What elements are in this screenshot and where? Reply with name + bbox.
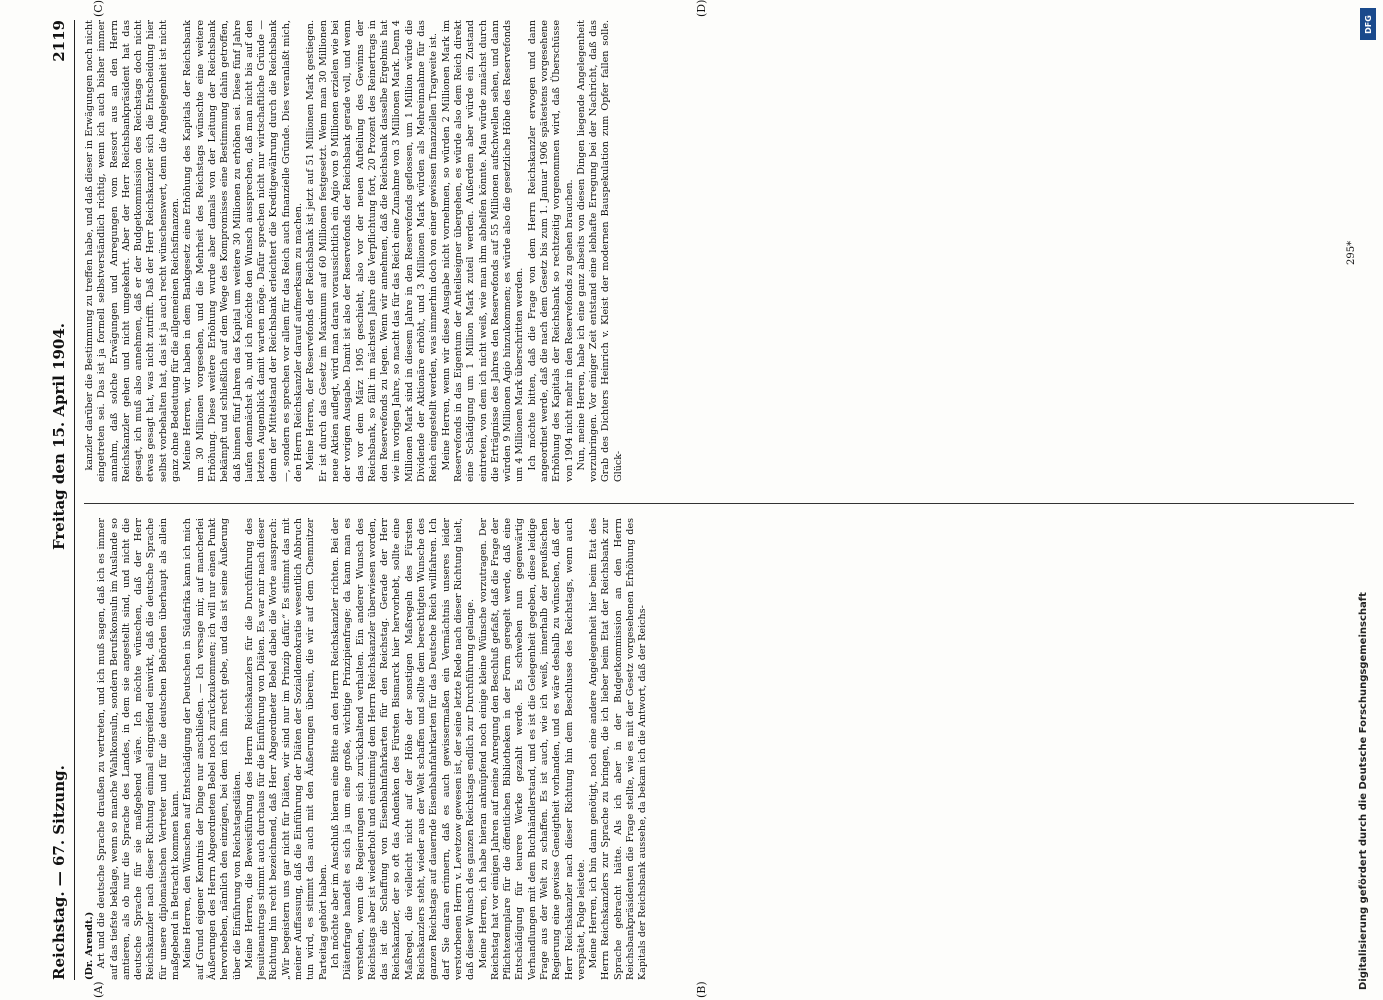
- header-rule: [74, 20, 75, 980]
- paragraph-text: Nun, meine Herren, habe ich eine ganz abseits von diesen Dingen liegende Angelegenheit vorzubringen. Vor einiger Zeit entstand eine lebhafte Erregung bei der Nachricht, daß das Grab des Dichters Heinrich v. Kleist der modernen Bauspekulation zum Opfer fallen solle. Glück-: [575, 20, 624, 482]
- paragraph-text: Meine Herren, wir haben in dem Bankgesetz eine Erhöhung des Kapitals der Reichsbank um 30 Millionen vorgesehen, und die Mehrheit des Reichstags wünschte eine weitere Erhöhung. Diese weitere Erhöhung wurde aber damals von der Leitung der Reichsbank bekämpft und schließlich auf dem Wege des Kompromisses eine Bestimmung dahin getroffen, daß binnen fünf Jahren das Kapital um weitere 30 Millionen zu erhöhen sei. Diese fünf Jahre laufen demnächst ab, und ich möchte den Wunsch aussprechen, daß man nicht bis auf den letzten Augenblick damit warten möge. Dafür sprechen nicht nur wirtschaftliche Gründe — denn der Mittelstand der Reichsbank erleichtert die Kreditgewährung durch die Reichsbank —, sondern es sprechen vor allem für das Reich auch finanzielle Gründe. Dies veranlaßt mich, den Herrn Reichskanzler darauf aufmerksam zu machen.: [182, 20, 305, 482]
- paragraph: [441, 20, 527, 482]
- dfg-logo-text: DFG: [1363, 14, 1373, 34]
- paragraph: [84, 20, 182, 482]
- paragraph-text: Art und die deutsche Sprache draußen zu vertreten, und ich muß sagen, daß ich es immer auf das tiefste beklage, wenn so manche Wahlkonsuln, sondern Berufskonsuln im Auslande so amtieren, als ob nur die Sprache des Landes, in dem sie angestellt sind, und nicht die deutsche Sprache für sie maßgebend wäre. Ich möchte wünschen, daß der Herr Reichskanzler nach dieser Richtung einmal eingreifend einwirkt, daß die deutsche Sprache für unsere diplomatischen Vertreter und für die deutschen Behörden überhaupt als allein maßgebend in Betracht kommen kann.: [96, 518, 182, 980]
- column-rule: [84, 503, 1354, 504]
- paragraph: [244, 518, 330, 980]
- margin-mark-c: (C): [92, 0, 105, 17]
- header-date: Freitag den 15. April 1904.: [50, 323, 68, 550]
- paragraph: [182, 518, 243, 980]
- paragraph: [527, 20, 576, 482]
- margin-mark-d: (D): [695, 0, 708, 17]
- paragraph-text: Meine Herren, die Beweisführung des Herrn Reichskanzlers für die Durchführung des Jesuitenantrags stimmt auch durchaus für die Einführung von Diäten. Es war mir nach dieser Richtung hin recht bezeichnend, daß Herr Abgeordneter Bebel dabei die Worte aussprach: „Wir begeistern uns gar nicht für Diäten, wir sind nur im Prinzip dafür.“ Es stimmt das mit meiner Auffassung, daß die Einführung der Diäten der Sozialdemokratie wesentlich Abbruch tun wird, es stimmt das auch mit den Äußerungen überein, die wir auf dem Chemnitzer Parteitag gehört haben.: [243, 518, 329, 980]
- paragraph: [576, 20, 625, 482]
- paragraph: [96, 518, 182, 980]
- signature-mark: 295*: [1346, 240, 1357, 265]
- paragraph-text: Ich möchte aber im Anschluß hieran eine Bitte an den Herrn Reichskanzler richten. Bei der Diätenfrage handelt es sich ja um eine große, wichtige Prinzipienfrage; da kann man es verstehen, wenn die Regierungen sich zurückhaltend verhalten. Ein anderer Wunsch des Reichstags aber ist wiederholt und einstimmig dem Herrn Reichskanzler überwiesen worden, das ist die Schaffung von Eisenbahnfahrkarten für den Reichstag. Gerade der Herr Reichskanzler, der so oft das Andenken des Fürsten Bismarck hier hervorhebt, sollte eine Maßregel, die vielleicht nicht auf der Höhe der sonstigen Maßregeln des Fürsten Reichskanzlers steht, wieder aus der Welt schaffen und sollte dem berechtigten Wunsche des ganzen Reichstags auf dauernde Eisenbahnfahrkarten für das Deutsche Reich willfahren. Ich darf Sie daran erinnern, daß es auch gewissermaßen ein Vermächtnis unseres leider verstorbenen Herrn v. Levetzow gewesen ist, der seine letzte Rede nach dieser Richtung hielt, daß dieser Wunsch des ganzen Reichstags endlich zur Durchführung gelange.: [329, 518, 477, 980]
- paragraph: [330, 518, 478, 980]
- left-column: [84, 518, 1354, 980]
- paragraph-text: Ich möchte bitten, daß die Frage von dem Herrn Reichskanzler erwogen und dann angeordnet werde, daß die nach dem Gesetz bis zum 1. Januar 1906 spätestens vorgesehene Erhöhung des Kapitals der Reichsbank so rechtzeitig vorgenommen wird, daß Überschüsse von 1904 nicht mehr in den Reservefonds zu gehen brauchen.: [526, 20, 575, 482]
- paragraph-text: kanzler darüber die Bestimmung zu treffen habe, und daß dieser in Erwägungen noch nicht eingetreten sei. Das ist ja formell selbstverständlich richtig, wenn ich auch bisher immer annahm, daß solche Erwägungen und Anregungen vom Ressort aus an den Herrn Reichskanzler gehen und nicht umgekehrt. Aber der Herr Reichsbankpräsident hat das gesagt, ich muß also annehmen, daß er der Budgetkommission des Reichstags doch nicht etwas gesagt hat, was nicht zutrifft. Daß der Herr Reichskanzler sich die Entscheidung hier selbst vorbehalten hat, das ist ja auch recht wünschenswert, denn die Angelegenheit ist nicht ganz ohne Bedeutung für die allgemeinen Reichsfinanzen.: [84, 20, 182, 482]
- page-header: [50, 20, 74, 980]
- paragraph: [588, 518, 649, 980]
- right-column: [84, 20, 1354, 482]
- paragraph: [182, 20, 305, 482]
- paragraph: [305, 20, 440, 482]
- digitization-note: [1358, 10, 1378, 990]
- paragraph-text: Meine Herren, wenn wir diese Ausgabe nicht vornehmen, so würden 2 Millionen Mark im Reservefonds in das Eigentum der Anteilseigner übergehen, es würde also dem Reich direkt eine Schädigung um 1 Million Mark zuteil werden. Außerdem aber würde ein Zustand eintreten, von dem ich nicht weiß, wie man ihm abhelfen könnte. Man würde zunächst durch die Erträgnisse des Jahres den Reservefonds auf 55 Millionen aufschwellen sehen, und dann würden 9 Millionen Agio hinzukommen; es würde also die gesetzliche Höhe des Reservefonds um 4 Millionen Mark überschritten werden.: [440, 20, 526, 482]
- paragraph-text: Meine Herren, der Reservefonds der Reichsbank ist jetzt auf 51 Millionen Mark gestiegen. Er ist durch das Gesetz im Maximum auf 60 Millionen festgesetzt. Wenn man 30 Millionen neue Aktien auflegt, wird man daran voraussichtlich ein Agio von 9 Millionen erzielen wie bei der vorigen Ausgabe. Damit ist also der Reservefonds der Reichsbank gerade voll, und wenn das vor dem März 1905 geschieht, also vor der neuen Aufteilung des Gewinns der Reichsbank, so fällt im nächsten Jahre die Verpflichtung fort, 20 Prozent des Reinertrags in den Reservefonds zu legen. Wenn wir annehmen, daß die Reichsbank dasselbe Ergebnis hat wie im vorigen Jahre, so macht das für das Reich eine Zunahme von 3 Millionen Mark. Denn 4 Millionen Mark sind in diesem Jahre in den Reservefonds geflossen, um 1 Million würde die Dividende der Aktionäre erhöht, und 3 Millionen Mark würden als Mehreinnahme für das Reich eingestellt werden, was immerhin doch von einer gewissen finanziellen Tragweite ist.: [305, 20, 440, 482]
- digitization-note-text: Digitalisierung gefördert durch die Deutsche Forschungsgemeinschaft: [1358, 592, 1369, 990]
- paragraph-text: Meine Herren, ich habe hieran anknüpfend noch einige kleine Wünsche vorzutragen. Der Reichstag hat vor einigen Jahren auf meine Anregung den Beschluß gefaßt, daß die Frage der Pflichtexemplare für die öffentlichen Bibliotheken in der Form geregelt werde, daß eine Entschädigung für teurere Werke gezahlt werde. Es schweben nun gegenwärtig Verhandlungen mit dem Buchhändlerstand, und es ist die Gelegenheit gegeben, diese leidige Frage aus der Welt zu schaffen. Es ist auch, wie ich weiß, innerhalb der preußischen Regierung eine gewisse Geneigtheit vorhanden, und es wäre deshalb zu wünschen, daß der Herr Reichskanzler nach dieser Richtung hin dem Beschlusse des Reichstags, wenn auch verspätet, Folge leistete.: [477, 518, 587, 980]
- speaker-name: (Dr. Arendt.): [84, 911, 95, 980]
- paragraph-text: Meine Herren, ich bin dann genötigt, noch eine andere Angelegenheit hier beim Etat des Herrn Reichskanzlers zur Sprache zu bringen, die ich lieber beim Etat der Reichsbank zur Sprache gebracht hätte. Als ich aber in der Budgetkommission an den Herrn Reichsbankpräsidenten die Frage stellte, wie es mit der Gesetz vorgesehenen Erhöhung des Kapitals der Reichsbank aussehe, da bekam ich die Antwort, daß der Reichs-: [588, 518, 649, 980]
- paragraph: [84, 518, 96, 980]
- paragraph: [478, 518, 589, 980]
- margin-mark-a: (A): [92, 981, 105, 998]
- paragraph-text: Meine Herren, den Wünschen auf Entschädigung der Deutschen in Südafrika kann ich mich auf Grund eigener Kenntnis der Dinge nur anschließen. — Ich versage mir, auf mancherlei Äußerungen des Herrn Abgeordneten Bebel noch zurückzukommen; ich will nur einen Punkt hervorheben, nämlich den einzigen, bei dem ich ihm recht gebe, und das ist seine Äußerung über die Einführung von Reichstagsdiäten.: [182, 518, 243, 980]
- header-session: Reichstag. — 67. Sitzung.: [50, 765, 68, 980]
- header-page-number: 2119: [50, 20, 68, 62]
- margin-mark-b: (B): [695, 981, 708, 998]
